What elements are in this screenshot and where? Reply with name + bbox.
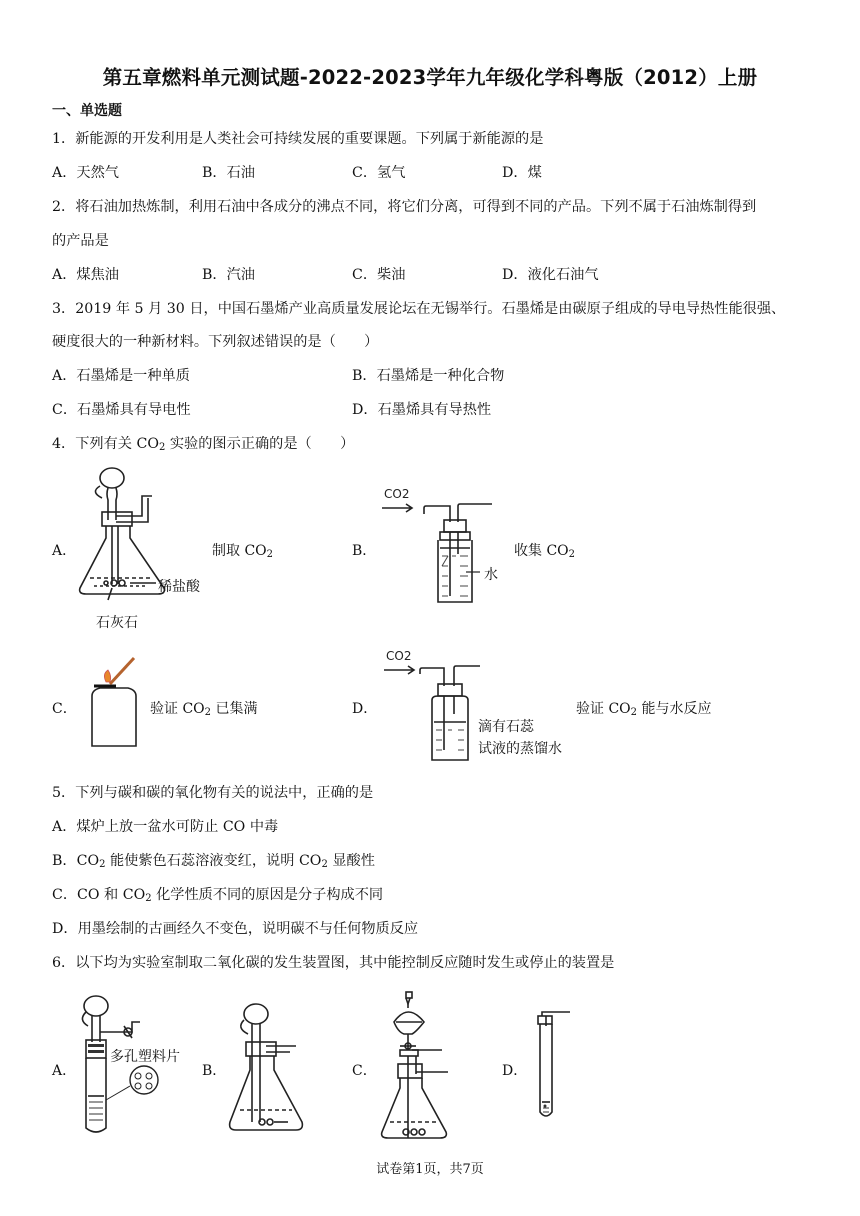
page-footer: 试卷第1页，共7页 [376, 1162, 484, 1177]
page-title: 第五章燃料单元测试题-2022-2023学年九年级化学科粤版（2012）上册 [102, 66, 758, 89]
q4-b-annotation-water: 水 [484, 567, 498, 583]
q4-a-annotation-acid: 稀盐酸 [158, 579, 200, 595]
q2-stem-line1: 2．将石油加热炼制，利用石油中各成分的沸点不同，将它们分离，可得到不同的产品。下列不属于石油炼制得到 [52, 199, 757, 215]
q3-stem-line2: 硬度很大的一种新材料。下列叙述错误的是（ ） [52, 334, 379, 350]
q4-option-c-letter: C． [52, 701, 77, 717]
q2-option-b: B．汽油 [202, 267, 255, 283]
q5-option-c: C．CO 和 $CO_2$ 化学性质不同的原因是分子构成不同 [52, 887, 384, 904]
q2-option-c: C．柴油 [352, 267, 406, 283]
q5-option-b: B．$CO_2$ 能使紫色石蕊溶液变红，说明 $CO_2$ 显酸性 [52, 853, 375, 870]
q4-d-gas-label: CO2 [386, 649, 412, 663]
q4-d-annotation-2: 试液的蒸馏水 [478, 741, 562, 757]
q1-option-a: A．天然气 [52, 165, 119, 181]
q6-c-apparatus-figure [376, 988, 476, 1146]
q4-b-gas-label: CO2 [384, 487, 410, 501]
q5-option-a: A．煤炉上放一盆水可防止 CO 中毒 [52, 819, 279, 835]
q5-stem: 5．下列与碳和碳的氧化物有关的说法中，正确的是 [52, 785, 374, 801]
q6-option-d-letter: D． [502, 1063, 528, 1079]
q3-option-d: D．石墨烯具有导热性 [352, 402, 492, 418]
q3-option-b: B．石墨烯是一种化合物 [352, 368, 505, 384]
q1-stem: 1．新能源的开发利用是人类社会可持续发展的重要课题。下列属于新能源的是 [52, 131, 544, 147]
q6-option-c-letter: C． [352, 1063, 377, 1079]
q4-option-d-letter: D． [352, 701, 378, 717]
q4-b-apparatus-figure [376, 484, 516, 614]
q6-b-apparatus-figure [226, 998, 316, 1138]
q4-c-caption: 验证 $CO_2$ 已集满 [150, 701, 258, 718]
q2-stem-line2: 的产品是 [52, 233, 109, 249]
q2-option-d: D．液化石油气 [502, 267, 599, 283]
q6-option-a-letter: A． [52, 1063, 77, 1079]
q1-option-b: B．石油 [202, 165, 255, 181]
q4-b-caption: 收集 $CO_2$ [514, 543, 576, 560]
q6-option-b-letter: B． [202, 1063, 227, 1079]
q6-d-apparatus-figure [526, 1006, 586, 1124]
q4-d-caption: 验证 $CO_2$ 能与水反应 [576, 701, 712, 718]
q2-option-a: A．煤焦油 [52, 267, 119, 283]
q3-option-a: A．石墨烯是一种单质 [52, 368, 190, 384]
q4-option-b-letter: B． [352, 543, 377, 559]
q6-a-annotation: 多孔塑料片 [110, 1049, 180, 1065]
q5-option-d: D．用墨绘制的古画经久不变色，说明碳不与任何物质反应 [52, 921, 419, 937]
q4-stem: 4．下列有关 $CO_2$ 实验的图示正确的是（ ） [52, 436, 355, 453]
q4-a-caption: 制取 $CO_2$ [212, 543, 274, 560]
section-heading: 一、单选题 [52, 103, 122, 119]
q4-a-annotation-limestone: 石灰石 [96, 615, 138, 631]
q4-option-a-letter: A． [52, 543, 77, 559]
q6-stem: 6．以下均为实验室制取二氧化碳的发生装置图，其中能控制反应随时发生或停止的装置是 [52, 955, 615, 971]
q4-c-apparatus-figure [84, 650, 144, 750]
q3-stem-line1: 3．2019 年 5 月 30 日，中国石墨烯产业高质量发展论坛在无锡举行。石墨烯是由碳原子组成的导电导热性能很强、 [52, 301, 786, 317]
q3-option-c: C．石墨烯具有导电性 [52, 402, 191, 418]
q1-option-d: D．煤 [502, 165, 542, 181]
q4-d-annotation-1: 滴有石蕊 [478, 719, 534, 735]
q1-option-c: C．氢气 [352, 165, 406, 181]
